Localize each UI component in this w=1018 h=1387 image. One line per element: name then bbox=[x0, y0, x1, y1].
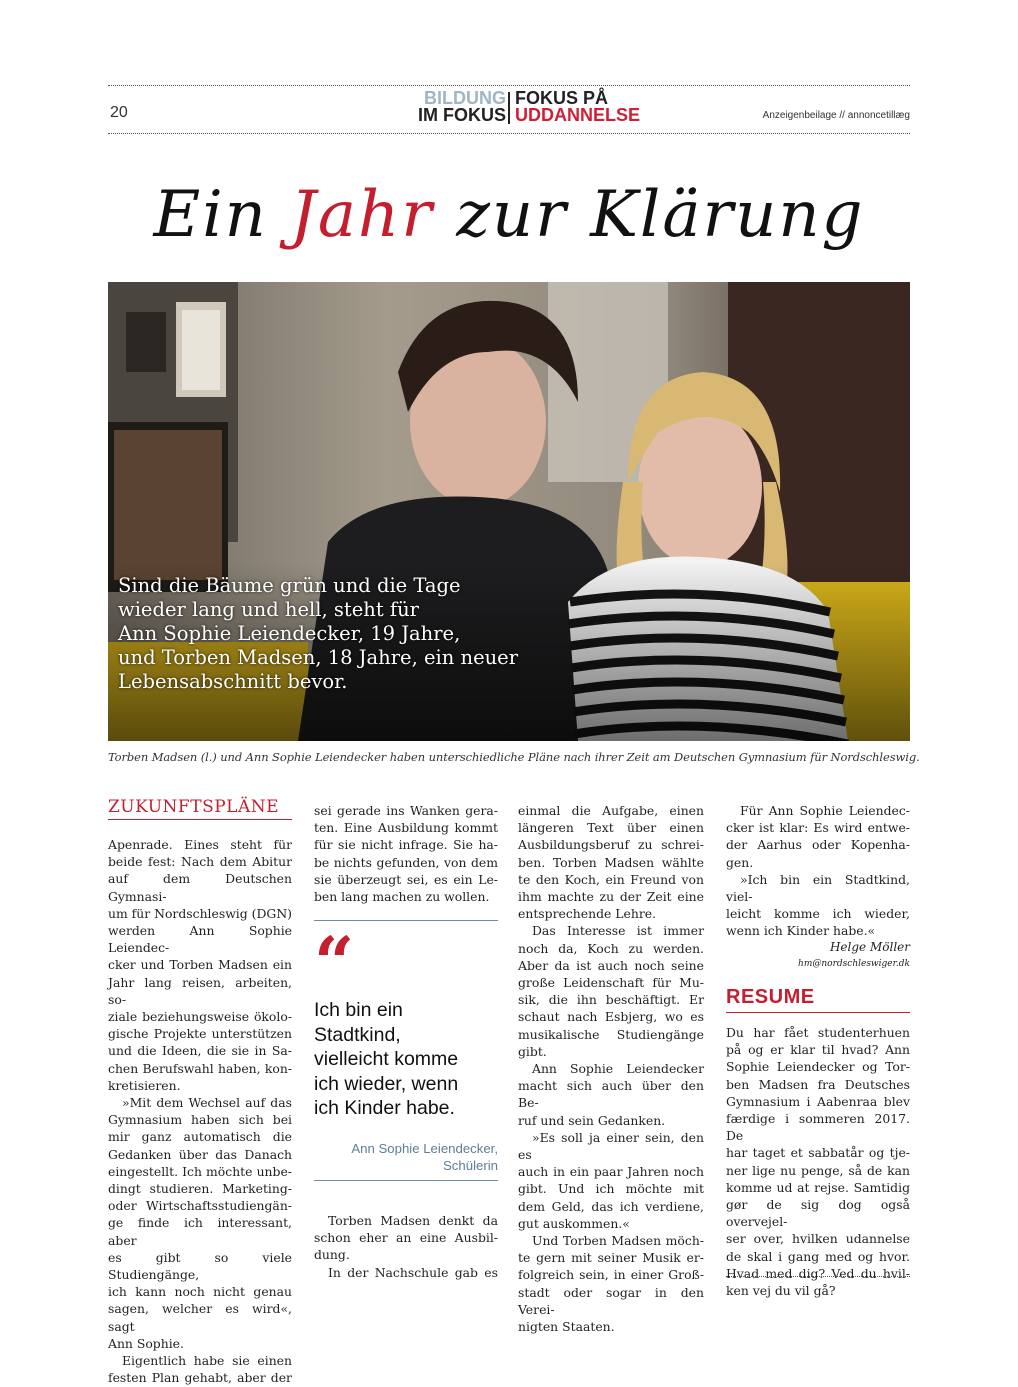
text-line: sei gerade ins Wanken gera- bbox=[314, 803, 498, 818]
text-line: komme ud at rejse. Samtidig bbox=[726, 1179, 910, 1195]
quote-attribution bbox=[351, 1140, 498, 1174]
section-underline bbox=[108, 819, 292, 820]
text-line: ziale beziehungsweise ökolo- bbox=[108, 1009, 292, 1025]
article-column-2 bbox=[314, 802, 498, 905]
text-line: »Mit dem Wechsel auf das bbox=[122, 1095, 292, 1111]
text-line: Torben Madsen denkt da bbox=[328, 1213, 498, 1228]
text-line: große Leidenschaft für Mu- bbox=[518, 975, 704, 991]
quote-line: Ich bin ein bbox=[314, 999, 403, 1021]
article-column-1 bbox=[108, 836, 292, 1387]
text-line: færdige i sommeren 2017. De bbox=[726, 1111, 910, 1144]
text-line: gør de sig dog også overvejel- bbox=[726, 1197, 910, 1230]
text-line: gische Projekte unterstützen bbox=[108, 1026, 292, 1042]
text-line: beide fest: Nach dem Abitur bbox=[108, 854, 292, 870]
text-line: Ann Sophie Leiendecker bbox=[532, 1061, 704, 1077]
text-line: Gedanken über das Danach bbox=[108, 1146, 292, 1162]
quote-line: vielleicht komme bbox=[314, 1048, 459, 1070]
text-line: ben. Torben Madsen wählte bbox=[518, 854, 704, 870]
text-line: nigten Staaten. bbox=[518, 1319, 615, 1335]
article-column-4 bbox=[726, 802, 910, 940]
text-line: In der Nachschule gab es bbox=[328, 1264, 498, 1280]
resume-body bbox=[726, 1024, 910, 1299]
text-line: ruf und sein Gedanken. bbox=[518, 1112, 666, 1128]
quote-line: Stadtkind, bbox=[314, 1023, 401, 1046]
text-line: und die Ideen, die sie in Sa- bbox=[108, 1043, 292, 1059]
masthead-danish bbox=[515, 90, 640, 124]
quote-text bbox=[314, 998, 498, 1121]
text-line: einmal die Aufgabe, einen bbox=[518, 803, 704, 818]
masthead-de-line1: BILDUNG bbox=[424, 88, 506, 108]
text-line: de skal i gang med og hvor. bbox=[726, 1248, 910, 1264]
masthead-divider bbox=[508, 92, 510, 124]
text-line: musikalische Studiengänge bbox=[518, 1026, 704, 1042]
text-line: Das Interesse ist immer bbox=[532, 923, 704, 939]
text-line: ben lang machen zu wollen. bbox=[314, 889, 490, 905]
text-line: noch da, Koch zu werden. bbox=[518, 940, 704, 956]
text-line: Du har fået studenterhuen bbox=[726, 1025, 910, 1040]
text-line: dem Geld, das ich verdiene, bbox=[518, 1198, 704, 1214]
text-line: schaut nach Esbjerg, wo es bbox=[518, 1009, 704, 1025]
text-line: Eigentlich habe sie einen bbox=[122, 1353, 292, 1369]
text-line: sik, die ihn beschäftigt. Er bbox=[518, 992, 704, 1008]
quote-attribution-role: Schülerin bbox=[443, 1158, 498, 1173]
resume-underline bbox=[726, 1012, 910, 1013]
text-line: Und Torben Madsen möch- bbox=[532, 1233, 704, 1249]
text-line: dung. bbox=[314, 1247, 350, 1263]
article-photo bbox=[108, 282, 910, 741]
masthead-german bbox=[418, 90, 506, 124]
text-line: sagen, welcher es wird«, sagt bbox=[108, 1301, 292, 1334]
header-rule bbox=[108, 133, 910, 134]
quote-mark-icon: “ bbox=[314, 921, 355, 1004]
quote-bottom-rule bbox=[314, 1180, 498, 1181]
quote-line: ich Kinder habe. bbox=[314, 1097, 455, 1119]
text-line: ser over, hvilken udannelse bbox=[726, 1231, 910, 1247]
text-line: der Aarhus oder Kopenha- bbox=[726, 837, 910, 853]
text-line: sie überzeugt sei, es ein Le- bbox=[314, 871, 498, 887]
text-line: entsprechende Lehre. bbox=[518, 906, 657, 922]
resume-bottom-rule bbox=[726, 1276, 910, 1277]
text-line: Hvad med dig? Ved du hvil- bbox=[726, 1265, 910, 1281]
text-line: auf dem Deutschen Gymnasi- bbox=[108, 871, 292, 904]
quote-attribution-name: Ann Sophie Leiendecker, bbox=[351, 1141, 498, 1156]
author-email[interactable]: hm@nordschleswiger.dk bbox=[798, 959, 910, 969]
text-line: gen. bbox=[726, 854, 754, 870]
section-heading: ZUKUNFTSPLÄNE bbox=[108, 797, 280, 817]
text-line: leicht komme ich wieder, bbox=[726, 906, 910, 922]
text-line: Ausbildungsberuf zu schrei- bbox=[518, 837, 704, 853]
text-line: ten. Eine Ausbildung kommt bbox=[314, 820, 498, 836]
text-line: gibt. bbox=[518, 1043, 547, 1059]
text-line: macht sich auch über den Be- bbox=[518, 1078, 704, 1111]
text-line: »Ich bin ein Stadtkind, viel- bbox=[726, 871, 910, 905]
photo-lead-text bbox=[118, 574, 538, 694]
text-line: eingestellt. Ich möchte unbe- bbox=[108, 1163, 292, 1179]
supplement-label: Anzeigenbeilage // annoncetillæg bbox=[762, 110, 910, 121]
text-line: Für Ann Sophie Leiendec- bbox=[740, 803, 910, 818]
text-line: Ann Sophie. bbox=[108, 1335, 184, 1351]
text-line: »Es soll ja einer sein, den es bbox=[518, 1129, 704, 1163]
text-line: Jahr lang reisen, arbeiten, so- bbox=[108, 974, 292, 1007]
text-line: Sophie Leiendecker og Tor- bbox=[726, 1059, 910, 1075]
text-line: Apenrade. Eines steht für bbox=[108, 837, 292, 852]
text-line: schon eher an eine Ausbil- bbox=[314, 1230, 498, 1246]
headline-highlight: Jahr bbox=[290, 178, 434, 252]
masthead bbox=[398, 90, 698, 126]
headline bbox=[0, 178, 1018, 252]
text-line: ner lige nu penge, så de kan bbox=[726, 1162, 910, 1178]
text-line: gut auskommen.« bbox=[518, 1215, 630, 1231]
text-line: mir ganz automatisch die bbox=[108, 1129, 292, 1145]
masthead-dk-line1: FOKUS PÅ bbox=[515, 88, 609, 108]
text-line: für sie nicht infrage. Sie ha- bbox=[314, 837, 498, 853]
text-line: be nichts gefunden, von dem bbox=[314, 854, 498, 870]
article-column-2-bottom bbox=[314, 1212, 498, 1281]
text-line: te den Koch, ein Freund von bbox=[518, 871, 704, 887]
text-line: auch in ein paar Jahren noch bbox=[518, 1164, 704, 1180]
quote-line: ich wieder, wenn bbox=[314, 1072, 459, 1095]
text-line: Gymnasium i Aabenraa blev bbox=[726, 1093, 910, 1109]
text-line: har taget et sabbatår og tje- bbox=[726, 1145, 910, 1161]
text-line: cker ist klar: Es wird entwe- bbox=[726, 820, 910, 836]
masthead-dk-line2: UDDANNELSE bbox=[515, 105, 641, 125]
text-line: folgreich sein, in einer Groß- bbox=[518, 1267, 704, 1283]
masthead-de-line2: IM FOKUS bbox=[418, 105, 506, 125]
page-number: 20 bbox=[110, 104, 128, 121]
text-line: te gern mit seiner Musik er- bbox=[518, 1250, 704, 1266]
text-line: ge finde ich interessant, aber bbox=[108, 1215, 292, 1248]
article-column-3 bbox=[518, 802, 704, 1335]
text-line: längeren Text über einen bbox=[518, 820, 704, 836]
text-line: stadt oder sogar in den Verei- bbox=[518, 1284, 704, 1317]
author-name: Helge Möller bbox=[829, 940, 910, 954]
text-line: um für Nordschleswig (DGN) bbox=[108, 905, 292, 921]
text-line: festen Plan gehabt, aber der bbox=[108, 1370, 292, 1386]
text-line: gibt. Und ich möchte mit bbox=[518, 1181, 704, 1197]
lead-line: und Torben Madsen, 18 Jahre, ein neuer bbox=[118, 646, 519, 669]
text-line: ken vej du vil gå? bbox=[726, 1283, 836, 1299]
text-line: Gymnasium haben sich bei bbox=[108, 1112, 292, 1128]
headline-part2: zur Klärung bbox=[433, 178, 865, 252]
top-rule bbox=[108, 85, 910, 86]
text-line: dingt studieren. Marketing- bbox=[108, 1181, 292, 1197]
text-line: oder Wirtschaftsstudiengän- bbox=[108, 1198, 292, 1214]
text-line: werden Ann Sophie Leiendec- bbox=[108, 923, 292, 956]
text-line: es gibt so viele Studiengänge, bbox=[108, 1249, 292, 1283]
text-line: cker und Torben Madsen ein bbox=[108, 957, 292, 973]
text-line: kretisieren. bbox=[108, 1077, 181, 1093]
text-line: wenn ich Kinder habe.« bbox=[726, 923, 876, 939]
text-line: chen Berufswahl haben, kon- bbox=[108, 1060, 292, 1076]
lead-line: Lebensabschnitt bevor. bbox=[118, 670, 348, 693]
lead-line: Sind die Bäume grün und die Tage bbox=[118, 574, 461, 597]
photo-caption: Torben Madsen (l.) und Ann Sophie Leiendecker haben unterschiedliche Pläne nach ihrer Zeit am Deutschen Gymnasium für Nordschleswig. bbox=[108, 750, 920, 764]
lead-line: wieder lang und hell, steht für bbox=[118, 598, 419, 621]
text-line: ihm machte zu der Zeit eine bbox=[518, 889, 704, 905]
text-line: Aber da ist auch noch seine bbox=[518, 957, 704, 973]
text-line: ben Madsen fra Deutsches bbox=[726, 1076, 910, 1092]
text-line: på og er klar til hvad? Ann bbox=[726, 1042, 910, 1058]
lead-line: Ann Sophie Leiendecker, 19 Jahre, bbox=[118, 622, 461, 645]
resume-heading: RESUME bbox=[726, 986, 815, 1008]
headline-part1: Ein bbox=[153, 178, 291, 252]
pull-quote bbox=[314, 920, 498, 1182]
text-line: ich kann noch nicht genau bbox=[108, 1284, 292, 1300]
